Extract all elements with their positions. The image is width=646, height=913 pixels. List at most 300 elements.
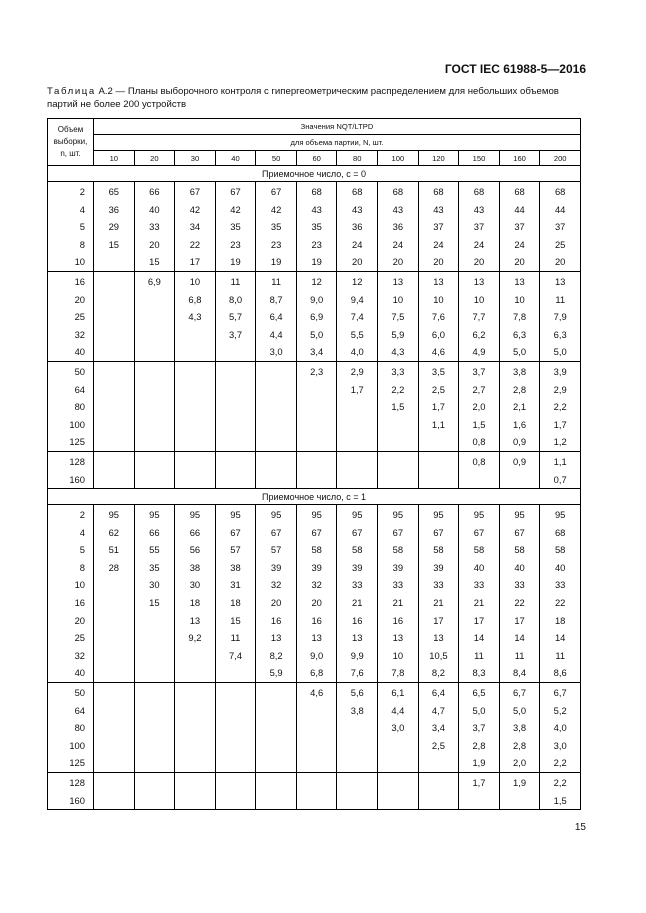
table-value: 22 xyxy=(189,238,201,250)
value-cell xyxy=(175,271,216,361)
table-value: 2,8 xyxy=(472,739,486,751)
table-value: 58 xyxy=(433,544,444,556)
table-value: 8,2 xyxy=(431,667,445,679)
table-value: 43 xyxy=(352,203,363,215)
table-value: 22 xyxy=(554,597,566,609)
table-value: 6,9 xyxy=(147,275,161,287)
value-cell xyxy=(134,182,175,272)
table-value: 68 xyxy=(514,186,525,197)
table-value: 31 xyxy=(230,579,241,591)
table-value: 16 xyxy=(392,614,404,626)
table-value: 58 xyxy=(473,544,485,556)
sampling-plan-table xyxy=(47,118,581,810)
table-value: 17 xyxy=(514,614,525,626)
table-value: 3,3 xyxy=(391,365,405,377)
table-value: 39 xyxy=(352,561,363,573)
standard-designation: ГОСТ IEC 61988-5—2016 xyxy=(444,62,586,76)
table-value: 56 xyxy=(189,544,201,556)
table-value: 0,8 xyxy=(472,455,486,467)
table-value: 24 xyxy=(514,238,525,250)
sample-size-value: 25 xyxy=(74,311,85,323)
table-value: 34 xyxy=(189,221,201,233)
table-value: 33 xyxy=(433,579,444,591)
value-cell xyxy=(296,451,337,488)
value-cell xyxy=(499,683,540,773)
value-cell xyxy=(256,773,297,810)
value-cell xyxy=(459,683,500,773)
value-cell xyxy=(459,361,500,451)
table-value: 18 xyxy=(189,597,201,609)
lot-size-cell: 10 xyxy=(94,151,135,166)
table-value: 95 xyxy=(311,509,322,521)
value-cell xyxy=(337,773,378,810)
table-value: 9,9 xyxy=(350,649,364,661)
value-cell xyxy=(378,361,419,451)
table-value: 4,3 xyxy=(391,346,405,358)
caption-text: А.2 — Планы выборочного контроля с гипергеометрическим распределением для небольших объемов партий не более 200 устройств xyxy=(47,86,559,110)
sample-size-value: 4 xyxy=(79,526,85,538)
table-value: 35 xyxy=(311,221,322,233)
table-value: 6,9 xyxy=(310,311,324,323)
lot-size-cell: 50 xyxy=(256,151,297,166)
sample-size-value: 16 xyxy=(74,597,85,609)
sample-size-cell xyxy=(48,773,94,810)
table-value: 38 xyxy=(189,561,201,573)
table-value: 40 xyxy=(149,203,160,215)
table-value: 58 xyxy=(311,544,322,556)
table-value: 7,6 xyxy=(350,667,364,679)
table-value: 17 xyxy=(433,614,444,626)
table-value: 3,0 xyxy=(391,722,405,734)
value-cell xyxy=(418,505,459,683)
table-value: 30 xyxy=(189,579,201,591)
table-value: 4,9 xyxy=(472,346,486,358)
value-cell xyxy=(94,271,135,361)
value-cell xyxy=(94,773,135,810)
table-value: 95 xyxy=(189,509,201,521)
table-value: 7,6 xyxy=(431,311,445,323)
table-value: 13 xyxy=(311,632,322,644)
sample-size-value: 5 xyxy=(79,544,85,556)
value-cell xyxy=(94,683,135,773)
value-cell xyxy=(134,683,175,773)
table-value: 66 xyxy=(149,526,160,538)
sample-size-value: 50 xyxy=(74,365,85,377)
table-value: 51 xyxy=(108,544,119,556)
value-cell xyxy=(256,451,297,488)
sample-size-value: 2 xyxy=(79,509,85,521)
value-cell xyxy=(378,271,419,361)
table-value: 8,2 xyxy=(269,649,283,661)
table-value: 1,2 xyxy=(553,436,567,448)
table-value: 5,0 xyxy=(310,328,324,340)
sample-size-cell xyxy=(48,683,94,773)
table-value: 5,0 xyxy=(472,704,486,716)
lot-size-header: для объема партии, N, шт. xyxy=(94,135,581,151)
table-value: 6,2 xyxy=(472,328,486,340)
table-value: 95 xyxy=(392,509,404,521)
table-value: 19 xyxy=(311,256,322,268)
table-value: 36 xyxy=(108,203,119,215)
lot-size-cell: 200 xyxy=(540,151,581,166)
value-cell xyxy=(540,505,581,683)
table-value: 40 xyxy=(473,561,485,573)
table-value: 3,5 xyxy=(431,365,445,377)
table-value: 13 xyxy=(554,275,566,287)
table-value: 67 xyxy=(392,526,404,538)
table-value: 4,7 xyxy=(431,704,445,716)
table-value: 68 xyxy=(554,186,566,197)
table-value: 39 xyxy=(311,561,322,573)
table-value: 2,2 xyxy=(553,777,567,788)
sample-size-cell xyxy=(48,361,94,451)
table-value: 3,7 xyxy=(472,722,486,734)
value-cell xyxy=(175,683,216,773)
table-value: 20 xyxy=(554,256,566,268)
table-value: 6,1 xyxy=(391,687,405,699)
table-value: 19 xyxy=(230,256,241,268)
value-cell xyxy=(296,773,337,810)
table-value: 4,4 xyxy=(269,328,283,340)
table-value: 40 xyxy=(514,561,525,573)
table-value: 95 xyxy=(473,509,485,521)
table-value: 68 xyxy=(352,186,363,197)
table-value: 5,6 xyxy=(350,687,364,699)
table-value: 33 xyxy=(473,579,485,591)
value-cell xyxy=(175,773,216,810)
table-value: 1,7 xyxy=(553,418,567,430)
table-value: 20 xyxy=(473,256,485,268)
table-value: 6,4 xyxy=(431,687,445,699)
table-value: 67 xyxy=(311,526,322,538)
table-value: 20 xyxy=(433,256,444,268)
table-value: 1,5 xyxy=(553,794,567,806)
table-value: 7,8 xyxy=(391,667,405,679)
table-value: 1,1 xyxy=(431,418,445,430)
table-value: 40 xyxy=(554,561,566,573)
table-value: 37 xyxy=(514,221,525,233)
table-value: 39 xyxy=(270,561,282,573)
table-value: 6,8 xyxy=(188,293,202,305)
value-cell xyxy=(418,182,459,272)
section-title: Приемочное число, c = 0 xyxy=(48,166,581,182)
table-value: 4,6 xyxy=(310,687,324,699)
table-value: 95 xyxy=(433,509,444,521)
table-value: 1,6 xyxy=(513,418,527,430)
table-value: 2,5 xyxy=(431,739,445,751)
table-value: 13 xyxy=(270,632,282,644)
sample-size-value: 64 xyxy=(74,383,85,395)
table-value: 32 xyxy=(311,579,322,591)
table-value: 23 xyxy=(230,238,241,250)
table-value: 4,6 xyxy=(431,346,445,358)
table-value: 2,3 xyxy=(310,365,324,377)
value-cell xyxy=(215,182,256,272)
sample-size-value: 10 xyxy=(74,579,85,591)
table-value: 11 xyxy=(230,275,241,287)
table-value: 2,5 xyxy=(431,383,445,395)
value-cell xyxy=(418,361,459,451)
value-cell xyxy=(540,182,581,272)
value-cell xyxy=(540,451,581,488)
table-value: 1,7 xyxy=(431,401,445,413)
table-value: 57 xyxy=(270,544,282,556)
sample-size-value: 25 xyxy=(74,632,85,644)
table-value: 8,0 xyxy=(229,293,243,305)
value-cell xyxy=(499,271,540,361)
value-cell xyxy=(540,271,581,361)
value-cell xyxy=(378,182,419,272)
lot-size-cell: 30 xyxy=(175,151,216,166)
value-cell xyxy=(540,361,581,451)
table-value: 3,4 xyxy=(310,346,324,358)
table-value: 20 xyxy=(352,256,363,268)
table-value: 1,1 xyxy=(553,455,567,467)
table-value: 11 xyxy=(555,649,566,661)
value-cell xyxy=(459,773,500,810)
sample-size-value: 80 xyxy=(74,401,85,413)
value-cell xyxy=(215,683,256,773)
table-value: 95 xyxy=(149,509,160,521)
table-value: 10 xyxy=(433,293,444,305)
table-value: 58 xyxy=(554,544,566,556)
table-value: 16 xyxy=(352,614,363,626)
value-cell xyxy=(418,683,459,773)
value-cell xyxy=(134,361,175,451)
table-value: 13 xyxy=(514,275,525,287)
table-value: 0,8 xyxy=(472,436,486,448)
table-value: 3,4 xyxy=(431,722,445,734)
table-value: 7,4 xyxy=(229,649,243,661)
table-value: 67 xyxy=(270,186,282,197)
table-value: 3,8 xyxy=(513,722,527,734)
table-value: 1,5 xyxy=(472,418,486,430)
table-value: 0,7 xyxy=(553,473,567,485)
table-value: 11 xyxy=(514,649,525,661)
value-cell xyxy=(418,271,459,361)
value-cell xyxy=(256,182,297,272)
lot-sizes-row xyxy=(48,151,581,166)
table-value: 9,0 xyxy=(310,293,324,305)
value-cell xyxy=(175,451,216,488)
table-value: 2,1 xyxy=(513,401,527,413)
table-value: 43 xyxy=(392,203,404,215)
table-value: 68 xyxy=(473,186,485,197)
value-cell xyxy=(175,505,216,683)
table-value: 7,8 xyxy=(513,311,527,323)
table-value: 19 xyxy=(270,256,282,268)
lot-size-cell: 40 xyxy=(215,151,256,166)
value-cell xyxy=(337,451,378,488)
table-value: 4,4 xyxy=(391,704,405,716)
sample-size-value: 80 xyxy=(74,722,85,734)
table-value: 9,0 xyxy=(310,649,324,661)
table-value: 9,2 xyxy=(188,632,202,644)
table-value: 5,9 xyxy=(391,328,405,340)
table-value: 20 xyxy=(149,238,160,250)
caption-label: Таблица xyxy=(47,86,96,97)
table-value: 24 xyxy=(433,238,444,250)
table-value: 21 xyxy=(473,597,485,609)
table-value: 13 xyxy=(392,275,404,287)
table-value: 67 xyxy=(433,526,444,538)
table-value: 6,0 xyxy=(431,328,445,340)
table-value: 15 xyxy=(149,597,160,609)
table-value: 28 xyxy=(108,561,119,573)
sample-size-value: 64 xyxy=(74,704,85,716)
section-title: Приемочное число, c = 1 xyxy=(48,489,581,505)
table-value: 37 xyxy=(473,221,485,233)
table-value: 2,2 xyxy=(553,757,567,769)
value-cell xyxy=(94,505,135,683)
table-value: 57 xyxy=(230,544,241,556)
table-value: 4,0 xyxy=(350,346,364,358)
table-value: 6,3 xyxy=(553,328,567,340)
table-value: 13 xyxy=(352,632,363,644)
table-value: 35 xyxy=(230,221,241,233)
value-cell xyxy=(378,451,419,488)
table-value: 2,0 xyxy=(472,401,486,413)
table-value: 23 xyxy=(270,238,282,250)
table-value: 29 xyxy=(108,221,119,233)
table-value: 2,2 xyxy=(553,401,567,413)
table-value: 8,4 xyxy=(513,667,527,679)
table-value: 20 xyxy=(392,256,404,268)
sample-size-value: 2 xyxy=(79,186,85,197)
value-cell xyxy=(256,271,297,361)
table-value: 5,0 xyxy=(553,346,567,358)
table-value: 42 xyxy=(230,203,241,215)
table-value: 10 xyxy=(473,293,485,305)
value-cell xyxy=(296,361,337,451)
sample-size-value: 5 xyxy=(79,221,85,233)
table-value: 18 xyxy=(554,614,566,626)
value-cell xyxy=(215,361,256,451)
table-value: 38 xyxy=(230,561,241,573)
table-value: 16 xyxy=(270,614,282,626)
value-cell xyxy=(378,683,419,773)
table-caption xyxy=(47,85,587,111)
table-value: 11 xyxy=(271,275,281,287)
value-cell xyxy=(459,505,500,683)
table-value: 5,0 xyxy=(513,346,527,358)
table-value: 67 xyxy=(270,526,282,538)
table-value: 3,8 xyxy=(513,365,527,377)
table-value: 67 xyxy=(189,186,201,197)
table-value: 43 xyxy=(433,203,444,215)
table-value: 67 xyxy=(352,526,363,538)
table-value: 20 xyxy=(311,597,322,609)
table-value: 42 xyxy=(270,203,282,215)
table-value: 44 xyxy=(554,203,566,215)
table-value: 6,7 xyxy=(513,687,527,699)
table-value: 1,9 xyxy=(513,777,527,788)
sample-size-value: 8 xyxy=(79,561,85,573)
table-value: 1,7 xyxy=(472,777,486,788)
value-cell xyxy=(337,182,378,272)
table-value: 95 xyxy=(554,509,566,521)
table-value: 13 xyxy=(392,632,404,644)
value-cell xyxy=(175,361,216,451)
table-value: 37 xyxy=(433,221,444,233)
table-value: 95 xyxy=(270,509,282,521)
table-value: 39 xyxy=(392,561,404,573)
table-value: 13 xyxy=(473,275,485,287)
sample-size-value: 100 xyxy=(69,418,85,430)
table-value: 10 xyxy=(189,275,201,287)
table-value: 0,9 xyxy=(513,455,527,467)
table-value: 4,0 xyxy=(553,722,567,734)
sample-size-value: 40 xyxy=(74,667,85,679)
table-value: 9,4 xyxy=(350,293,364,305)
sample-size-value: 8 xyxy=(79,238,85,250)
table-value: 67 xyxy=(230,186,241,197)
value-cell xyxy=(499,451,540,488)
table-value: 13 xyxy=(433,632,444,644)
table-value: 2,8 xyxy=(513,739,527,751)
table-value: 11 xyxy=(230,632,241,644)
table-row-block xyxy=(48,505,581,683)
table-value: 39 xyxy=(433,561,444,573)
sample-size-cell xyxy=(48,271,94,361)
value-cell xyxy=(337,361,378,451)
table-value: 65 xyxy=(108,186,119,197)
sample-size-value: 20 xyxy=(74,293,85,305)
table-value: 21 xyxy=(433,597,444,609)
table-value: 36 xyxy=(352,221,363,233)
table-value: 3,7 xyxy=(472,365,486,377)
table-value: 12 xyxy=(311,275,322,287)
value-cell xyxy=(215,451,256,488)
value-cell xyxy=(459,451,500,488)
value-cell xyxy=(94,182,135,272)
table-value: 68 xyxy=(311,186,322,197)
table-value: 7,4 xyxy=(350,311,364,323)
value-cell xyxy=(499,505,540,683)
value-cell xyxy=(499,182,540,272)
value-cell xyxy=(499,773,540,810)
value-cell xyxy=(378,773,419,810)
lot-size-cell: 160 xyxy=(499,151,540,166)
table-row-block xyxy=(48,451,581,488)
table-value: 14 xyxy=(473,632,485,644)
table-value: 10,5 xyxy=(429,649,448,661)
table-value: 95 xyxy=(514,509,525,521)
lot-size-cell: 120 xyxy=(418,151,459,166)
value-cell xyxy=(540,773,581,810)
value-cell xyxy=(256,683,297,773)
table-value: 44 xyxy=(514,203,525,215)
value-cell xyxy=(540,683,581,773)
value-cell xyxy=(215,773,256,810)
table-value: 2,2 xyxy=(391,383,405,395)
table-value: 20 xyxy=(514,256,525,268)
value-cell xyxy=(215,271,256,361)
table-value: 1,9 xyxy=(472,757,486,769)
table-value: 11 xyxy=(474,649,484,661)
sample-size-value: 100 xyxy=(69,739,85,751)
table-value: 42 xyxy=(189,203,201,215)
table-value: 55 xyxy=(149,544,160,556)
table-value: 33 xyxy=(554,579,566,591)
table-value: 20 xyxy=(270,597,282,609)
table-value: 13 xyxy=(433,275,444,287)
value-cell xyxy=(296,505,337,683)
table-value: 8,6 xyxy=(553,667,567,679)
table-value: 14 xyxy=(554,632,566,644)
value-cell xyxy=(134,505,175,683)
value-cell xyxy=(337,271,378,361)
